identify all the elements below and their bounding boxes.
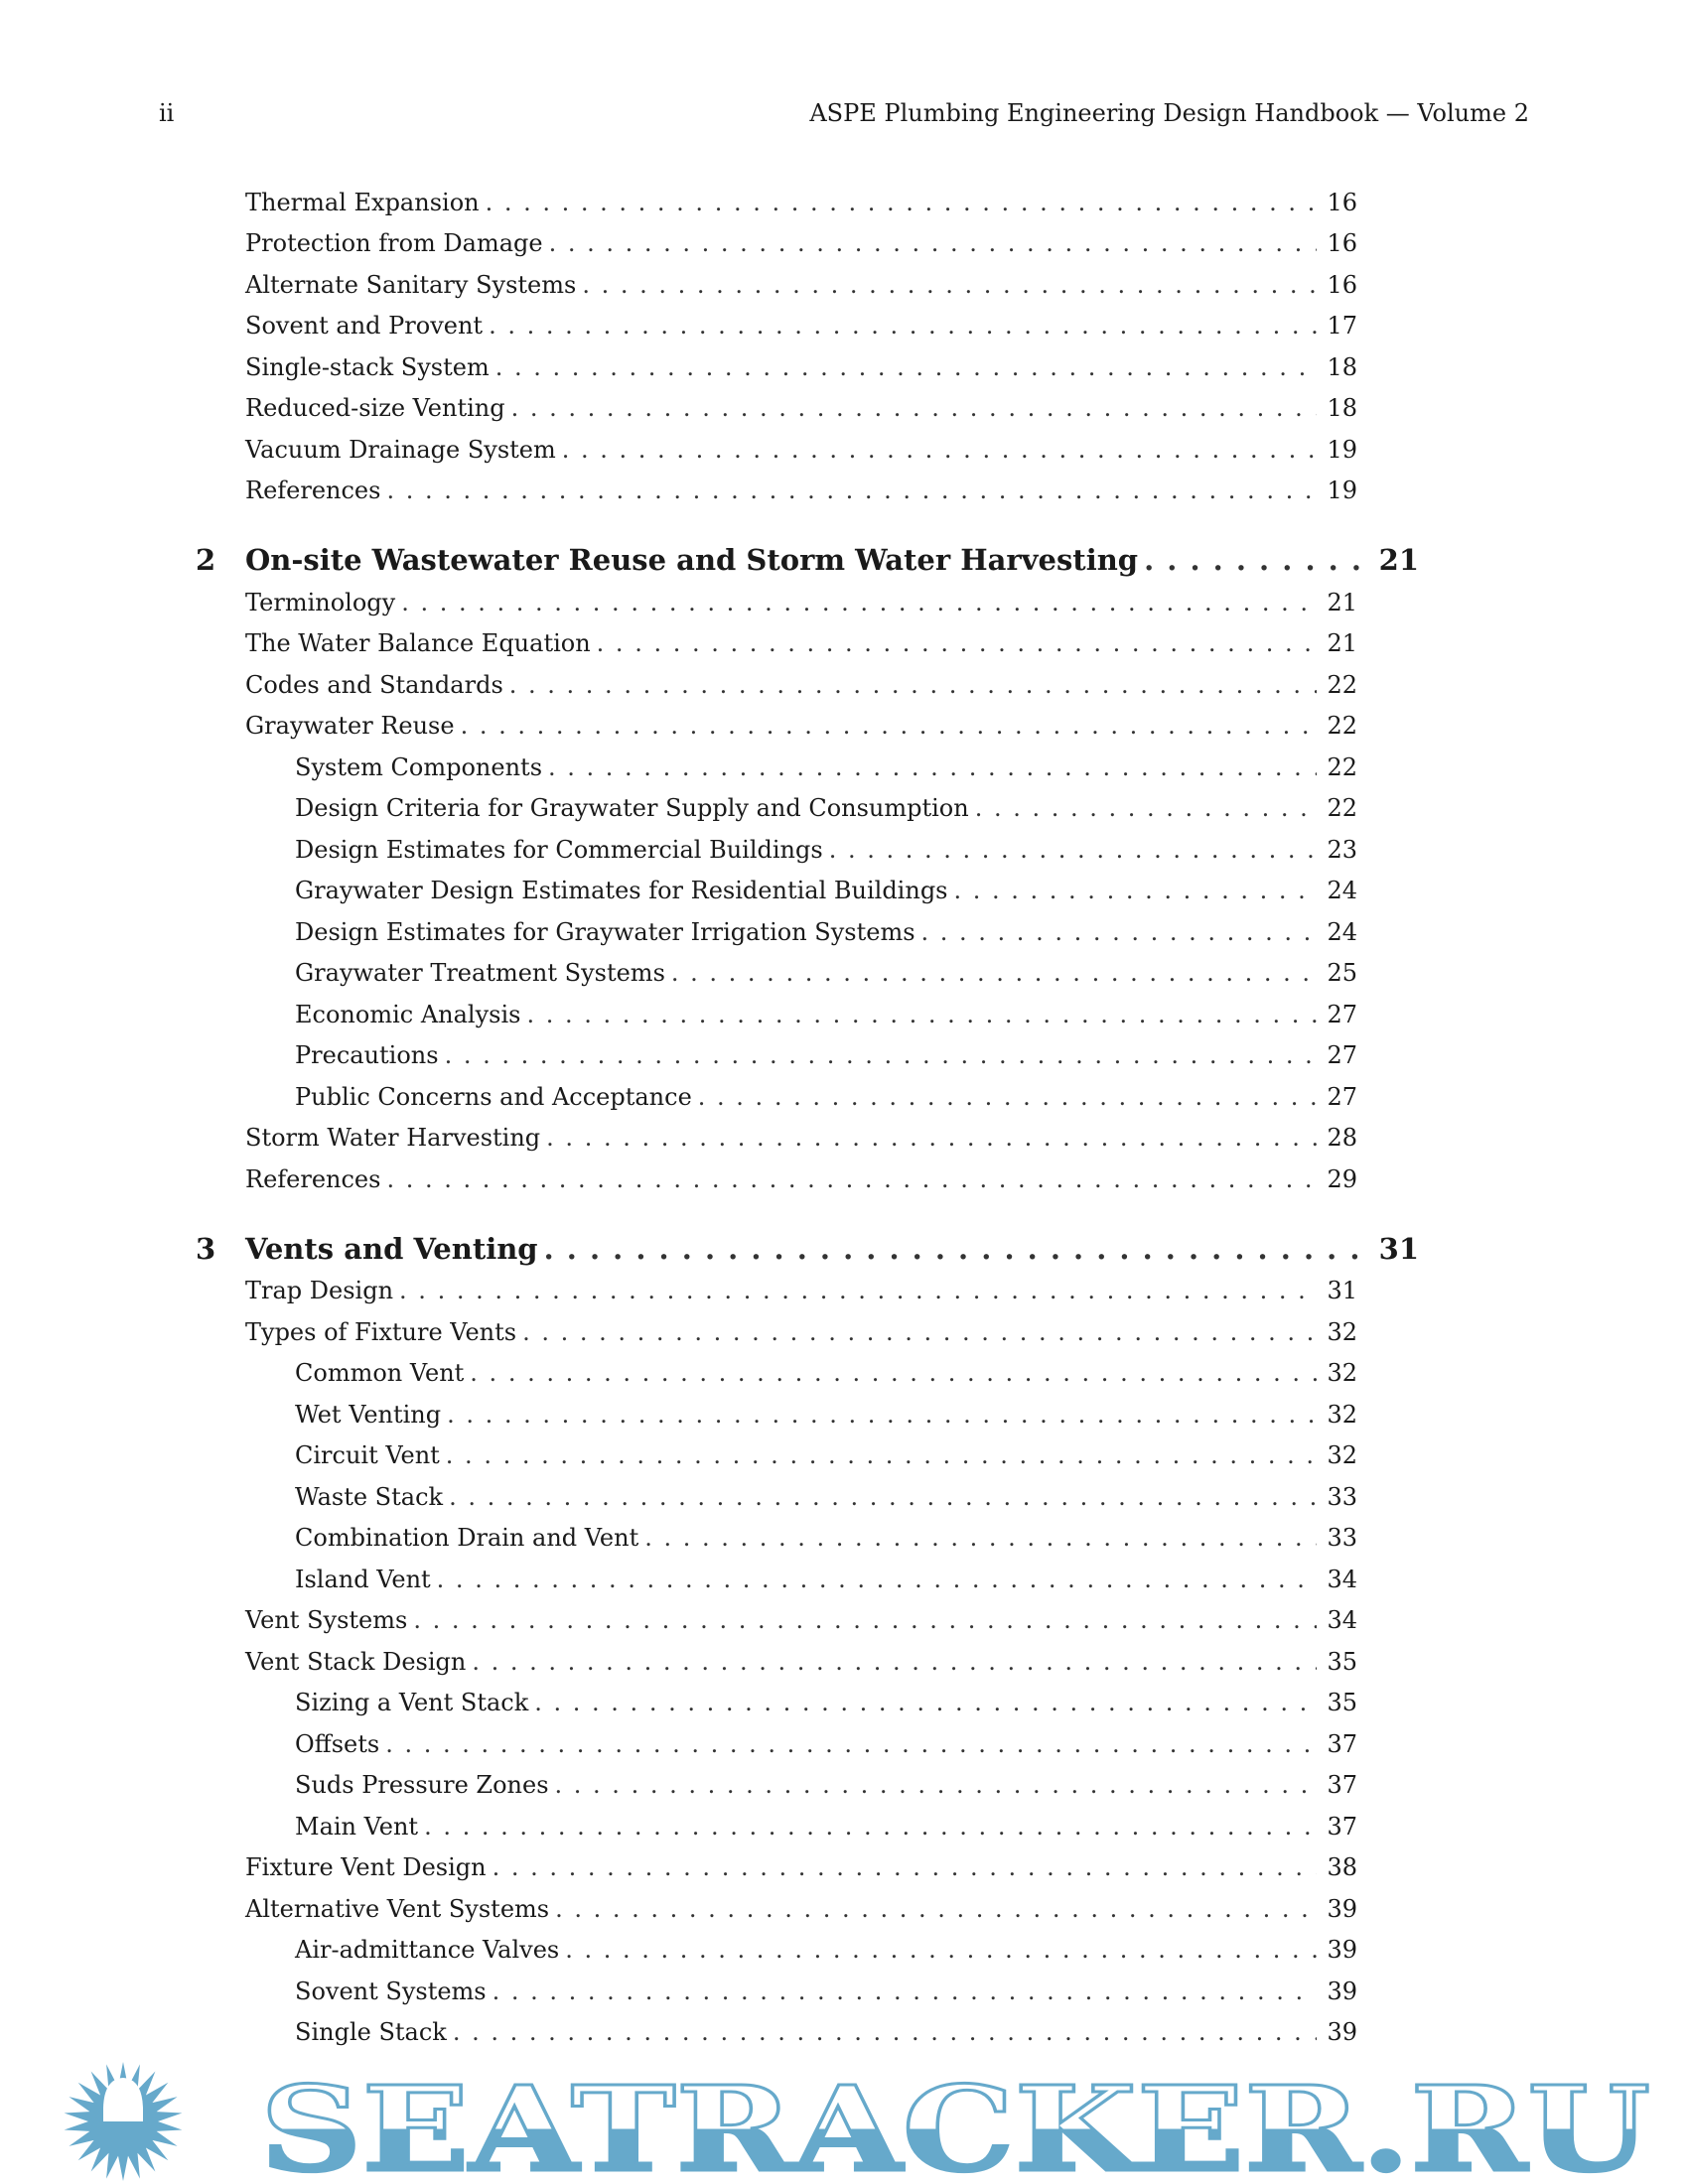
toc-subentry[interactable] [0, 1930, 1357, 1972]
toc-subentry[interactable] [0, 788, 1357, 830]
toc-entry[interactable] [0, 706, 1357, 748]
toc-entry[interactable] [0, 306, 1357, 347]
dot-leader [582, 271, 1317, 299]
chapter-number: 2 [196, 543, 216, 577]
entry-title: Island Vent [295, 1565, 431, 1593]
toc-entry[interactable] [0, 429, 1357, 471]
entry-title: Public Concerns and Acceptance [295, 1082, 692, 1111]
entry-page-number: 39 [1327, 2018, 1357, 2047]
entry-title: Design Criteria for Graywater Supply and Consumption [295, 794, 969, 823]
entry-title: Reduced-size Venting [245, 394, 505, 423]
entry-page-number: 27 [1327, 1000, 1357, 1028]
entry-title: Thermal Expansion [245, 188, 480, 216]
toc-subentry[interactable] [0, 1971, 1357, 2012]
entry-page-number: 39 [1327, 1977, 1357, 2005]
entry-page-number: 34 [1327, 1606, 1357, 1635]
entry-title: Alternate Sanitary Systems [245, 270, 577, 299]
dot-leader [509, 671, 1318, 699]
entry-page-number: 16 [1327, 229, 1357, 258]
entry-title: Suds Pressure Zones [295, 1771, 549, 1800]
entry-title: System Components [295, 752, 543, 781]
entry-page-number: 19 [1327, 477, 1357, 505]
entry-page-number: 28 [1327, 1124, 1357, 1153]
entry-title: Sizing a Vent Stack [295, 1689, 529, 1717]
toc-entry[interactable] [0, 1118, 1357, 1160]
entry-title: Design Estimates for Graywater Irrigation Systems [295, 917, 915, 946]
dot-leader [555, 1771, 1318, 1799]
entry-title: Vacuum Drainage System [245, 435, 556, 464]
chapter-number: 3 [196, 1231, 216, 1266]
dot-leader [445, 1041, 1318, 1069]
toc-entry[interactable] [0, 1641, 1357, 1683]
dot-leader [437, 1566, 1318, 1593]
dot-leader [565, 1936, 1317, 1964]
entry-title: Vent Systems [245, 1606, 408, 1635]
dot-leader [486, 189, 1318, 216]
entry-title: Graywater Design Estimates for Residential Buildings [295, 877, 948, 905]
entry-page-number: 38 [1327, 1853, 1357, 1882]
toc-entry[interactable] [0, 664, 1357, 706]
entry-page-number: 18 [1327, 394, 1357, 423]
dot-leader [511, 394, 1318, 422]
entry-title: Trap Design [245, 1277, 394, 1305]
entry-page-number: 32 [1327, 1400, 1357, 1429]
entry-page-number: 24 [1327, 917, 1357, 946]
entry-page-number: 19 [1327, 435, 1357, 464]
toc-entry[interactable] [0, 1271, 1357, 1312]
entry-page-number: 35 [1327, 1689, 1357, 1717]
entry-page-number: 22 [1327, 670, 1357, 699]
dot-leader [597, 629, 1318, 657]
dot-leader [555, 1895, 1317, 1923]
dot-leader [401, 589, 1317, 616]
entry-page-number: 27 [1327, 1041, 1357, 1070]
entry-title: Protection from Damage [245, 229, 543, 258]
entry-title: Alternative Vent Systems [245, 1894, 550, 1923]
chapter-page-number: 31 [1378, 1231, 1419, 1266]
toc-subentry[interactable] [0, 1035, 1357, 1077]
entry-title: Main Vent [295, 1812, 419, 1841]
toc-subentry[interactable] [0, 1765, 1357, 1807]
dot-leader [534, 1689, 1317, 1716]
dot-leader [1144, 543, 1369, 577]
entry-page-number: 37 [1327, 1812, 1357, 1841]
entry-page-number: 27 [1327, 1082, 1357, 1111]
toc-subentry[interactable] [0, 747, 1357, 788]
entry-page-number: 33 [1327, 1482, 1357, 1511]
entry-page-number: 16 [1327, 270, 1357, 299]
entry-page-number: 18 [1327, 352, 1357, 381]
toc-subentry[interactable] [0, 871, 1357, 912]
entry-page-number: 35 [1327, 1647, 1357, 1676]
entry-page-number: 34 [1327, 1565, 1357, 1593]
entry-title: Combination Drain and Vent [295, 1524, 639, 1553]
dot-leader [549, 229, 1318, 257]
entry-title: Sovent Systems [295, 1977, 487, 2005]
dot-leader [562, 436, 1318, 464]
dot-leader [447, 1401, 1317, 1429]
dot-leader [544, 1232, 1369, 1266]
toc-entry[interactable] [0, 471, 1357, 512]
toc-entry[interactable] [0, 1888, 1357, 1930]
dot-leader [671, 959, 1318, 987]
dot-leader [424, 1813, 1317, 1841]
entry-page-number: 33 [1327, 1524, 1357, 1553]
dot-leader [698, 1083, 1318, 1111]
dot-leader [461, 712, 1318, 740]
dot-leader [492, 1978, 1318, 2005]
entry-title: Sovent and Provent [245, 312, 484, 341]
toc-entry[interactable] [0, 1311, 1357, 1353]
entry-page-number: 37 [1327, 1771, 1357, 1800]
entry-title: The Water Balance Equation [245, 629, 591, 658]
dot-leader [954, 877, 1318, 904]
toc-entry[interactable] [0, 623, 1357, 665]
toc-entry[interactable] [0, 1159, 1357, 1200]
entry-title: Offsets [295, 1729, 380, 1758]
entry-page-number: 22 [1327, 752, 1357, 781]
dot-leader [921, 918, 1318, 946]
chapter-title: Vents and Venting [245, 1231, 538, 1266]
toc-subentry[interactable] [0, 2012, 1357, 2054]
toc-subentry[interactable] [0, 1076, 1357, 1118]
entry-page-number: 32 [1327, 1441, 1357, 1470]
running-header-title: ASPE Plumbing Engineering Design Handbook — Volume 2 [809, 99, 1529, 127]
dot-leader [386, 477, 1317, 504]
toc-entry[interactable] [0, 346, 1357, 388]
dot-leader [472, 1648, 1317, 1676]
entry-title: Codes and Standards [245, 670, 503, 699]
entry-page-number: 39 [1327, 1936, 1357, 1965]
entry-page-number: 17 [1327, 312, 1357, 341]
toc-subentry[interactable] [0, 1353, 1357, 1395]
entry-title: Precautions [295, 1041, 439, 1070]
dot-leader [453, 2018, 1318, 2046]
dot-leader [975, 794, 1318, 822]
dot-leader [829, 836, 1318, 864]
dot-leader [399, 1277, 1317, 1304]
dot-leader [644, 1524, 1317, 1552]
dot-leader [546, 1124, 1317, 1152]
dot-leader [489, 312, 1317, 340]
entry-title: Fixture Vent Design [245, 1853, 487, 1882]
page-number: ii [159, 99, 175, 127]
entry-title: Graywater Treatment Systems [295, 959, 665, 988]
entry-page-number: 16 [1327, 188, 1357, 216]
toc-subentry[interactable] [0, 1806, 1357, 1847]
dot-leader [526, 1001, 1317, 1028]
entry-page-number: 21 [1327, 629, 1357, 658]
toc-subentry[interactable] [0, 953, 1357, 995]
toc-subentry[interactable] [0, 1476, 1357, 1518]
toc-subentry[interactable] [0, 829, 1357, 871]
dot-leader [522, 1318, 1317, 1346]
entry-title: Graywater Reuse [245, 712, 455, 741]
entry-page-number: 32 [1327, 1317, 1357, 1346]
toc-subentry[interactable] [0, 911, 1357, 953]
entry-title: Circuit Vent [295, 1441, 440, 1470]
table-of-contents [0, 182, 1688, 2053]
toc-subentry[interactable] [0, 1723, 1357, 1765]
entry-page-number: 29 [1327, 1164, 1357, 1193]
toc-entry[interactable] [0, 1600, 1357, 1642]
entry-title: Types of Fixture Vents [245, 1317, 517, 1346]
entry-page-number: 32 [1327, 1359, 1357, 1388]
dot-leader [413, 1606, 1317, 1634]
toc-subentry[interactable] [0, 1559, 1357, 1600]
toc-subentry[interactable] [0, 1394, 1357, 1435]
watermark-text: SEATRACKER.RU [260, 2060, 1650, 2184]
entry-page-number: 23 [1327, 835, 1357, 864]
entry-page-number: 37 [1327, 1729, 1357, 1758]
toc-entry[interactable] [0, 388, 1357, 430]
entry-title: Single Stack [295, 2018, 447, 2047]
dot-leader [449, 1483, 1317, 1511]
dot-leader [385, 1730, 1317, 1758]
entry-page-number: 24 [1327, 877, 1357, 905]
entry-page-number: 22 [1327, 794, 1357, 823]
toc-subentry[interactable] [0, 994, 1357, 1035]
toc-subentry[interactable] [0, 1435, 1357, 1477]
toc-entry[interactable] [0, 582, 1357, 623]
entry-title: References [245, 477, 381, 505]
entry-page-number: 22 [1327, 712, 1357, 741]
entry-title: Vent Stack Design [245, 1647, 467, 1676]
toc-entry[interactable] [0, 1847, 1357, 1889]
entry-title: Terminology [245, 588, 396, 616]
entry-page-number: 31 [1327, 1277, 1357, 1305]
dot-leader [446, 1441, 1318, 1469]
toc-entry[interactable] [0, 182, 1357, 223]
entry-title: Air-admittance Valves [295, 1936, 560, 1965]
dot-leader [470, 1359, 1317, 1387]
dot-leader [386, 1165, 1317, 1193]
toc-subentry[interactable] [0, 1518, 1357, 1560]
entry-title: Wet Venting [295, 1400, 442, 1429]
watermark-logo [0, 2059, 1688, 2184]
entry-page-number: 21 [1327, 588, 1357, 616]
entry-title: References [245, 1164, 381, 1193]
entry-page-number: 25 [1327, 959, 1357, 988]
entry-title: Single-stack System [245, 352, 490, 381]
toc-subentry[interactable] [0, 1683, 1357, 1724]
dot-leader [495, 353, 1318, 381]
entry-title: Design Estimates for Commercial Buildings [295, 835, 823, 864]
entry-title: Economic Analysis [295, 1000, 521, 1028]
entry-title: Common Vent [295, 1359, 465, 1388]
chapter-title: On-site Wastewater Reuse and Storm Water Harvesting [245, 543, 1139, 577]
dot-leader [492, 1853, 1318, 1881]
entry-title: Waste Stack [295, 1482, 444, 1511]
entry-title: Storm Water Harvesting [245, 1124, 541, 1153]
chapter-heading[interactable] [0, 538, 1419, 582]
toc-entry[interactable] [0, 223, 1357, 265]
entry-page-number: 39 [1327, 1894, 1357, 1923]
toc-entry[interactable] [0, 264, 1357, 306]
dot-leader [548, 753, 1317, 781]
chapter-heading[interactable] [0, 1227, 1419, 1271]
chapter-page-number: 21 [1378, 543, 1419, 577]
sun-icon [65, 2062, 183, 2181]
